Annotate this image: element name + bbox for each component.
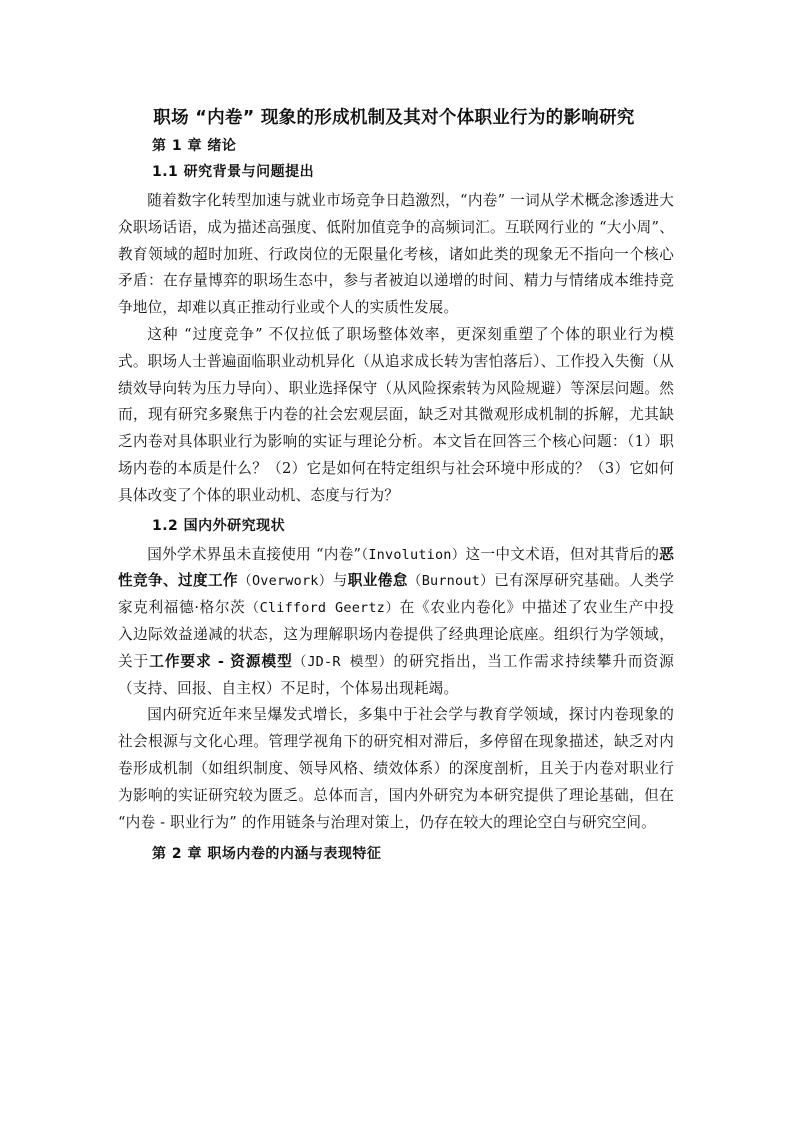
- section-1-1-paragraph-1: 随着数字化转型加速与就业市场竞争日趋激烈，“内卷” 一词从学术概念渗透进大众职场话语，成为描述高强度、低附加值竞争的高频词汇。互联网行业的 “大小周”、教育领域的超时加班、行政岗位的无限量化考核，诸如此类的现象无不指向一个核心矛盾：在存量博弈的职场生态中，参与者被迫以递增的时间、精力与情绪成本维持竞争地位，却难以真正推动行业或个人的实质性发展。: [118, 192, 674, 317]
- document-title: 职场 “内卷” 现象的形成机制及其对个体职业行为的影响研究: [153, 108, 635, 128]
- term-jdr: （JD-R 模型）: [292, 653, 394, 670]
- document-page: [118, 104, 674, 870]
- section-1-2-heading: 1.2 国内外研究现状: [152, 517, 286, 534]
- section-1-1-heading: 1.1 研究背景与问题提出: [152, 164, 315, 180]
- bold-term-vicious-competition: 恶性竞争、过度工作: [118, 545, 674, 590]
- chapter-1-heading: 第 1 章 绪论: [152, 138, 237, 154]
- chapter-2-heading: 第 2 章 职场内卷的内涵与表现特征: [152, 846, 382, 863]
- term-clifford-geertz: （Clifford Geertz）: [245, 600, 400, 617]
- text-run: 的研究指出，当工作需求持续攀升而资源（支持、回报、自主权）不足时，个体易出现耗竭。: [118, 652, 674, 697]
- text-run: 在《农业内卷化》中描述了农业生产中投入边际效益递减的状态，这为理解职场内卷提供了经典理论底座。组织行为学领域，关于: [118, 599, 674, 670]
- text-run: 与: [332, 572, 348, 590]
- text-run: 国外学术界虽未直接使用 “内卷”: [147, 545, 362, 563]
- term-burnout: （Burnout）: [407, 573, 495, 590]
- text-run: 已有深厚研究基础。人类学家克利福德·格尔茨: [118, 572, 674, 617]
- section-1-1-paragraph-2: 这种 “过度竞争” 不仅拉低了职场整体效率，更深刻重塑了个体的职业行为模式。职场人士普遍面临职业动机异化（从追求成长转为害怕落后）、工作投入失衡（从绩效导向转为压力导向）、职业选择保守（从风险探索转为风险规避）等深层问题。然而，现有研究多聚焦于内卷的社会宏观层面，缺乏对其微观形成机制的拆解，尤其缺乏内卷对具体职业行为影响的实证与理论分析。本文旨在回答三个核心问题：（1）职场内卷的本质是什么？（2）它是如何在特定组织与社会环境中形成的？（3）它如何具体改变了个体的职业动机、态度与行为？: [118, 325, 674, 504]
- text-run: 这一中文术语，但对其背后的: [465, 545, 660, 563]
- bold-term-jdr-model: 工作要求 - 资源模型: [149, 652, 293, 670]
- term-involution: （Involution）: [361, 546, 466, 563]
- section-1-2-paragraph-1: [118, 542, 674, 703]
- section-1-2-paragraph-2: 国内研究近年来呈爆发式增长，多集中于社会学与教育学领域，探讨内卷现象的社会根源与文化心理。管理学视角下的研究相对滞后，多停留在现象描述，缺乏对内卷形成机制（如组织制度、领导风格、绩效体系）的深度剖析，且关于内卷对职业行为影响的实证研究较为匮乏。总体而言，国内外研究为本研究提供了理论基础，但在 “内卷 - 职业行为” 的作用链条与治理对策上，仍存在较大的理论空白与研究空间。: [118, 706, 674, 831]
- bold-term-burnout: 职业倦怠: [347, 572, 408, 590]
- term-overwork: （Overwork）: [238, 573, 333, 590]
